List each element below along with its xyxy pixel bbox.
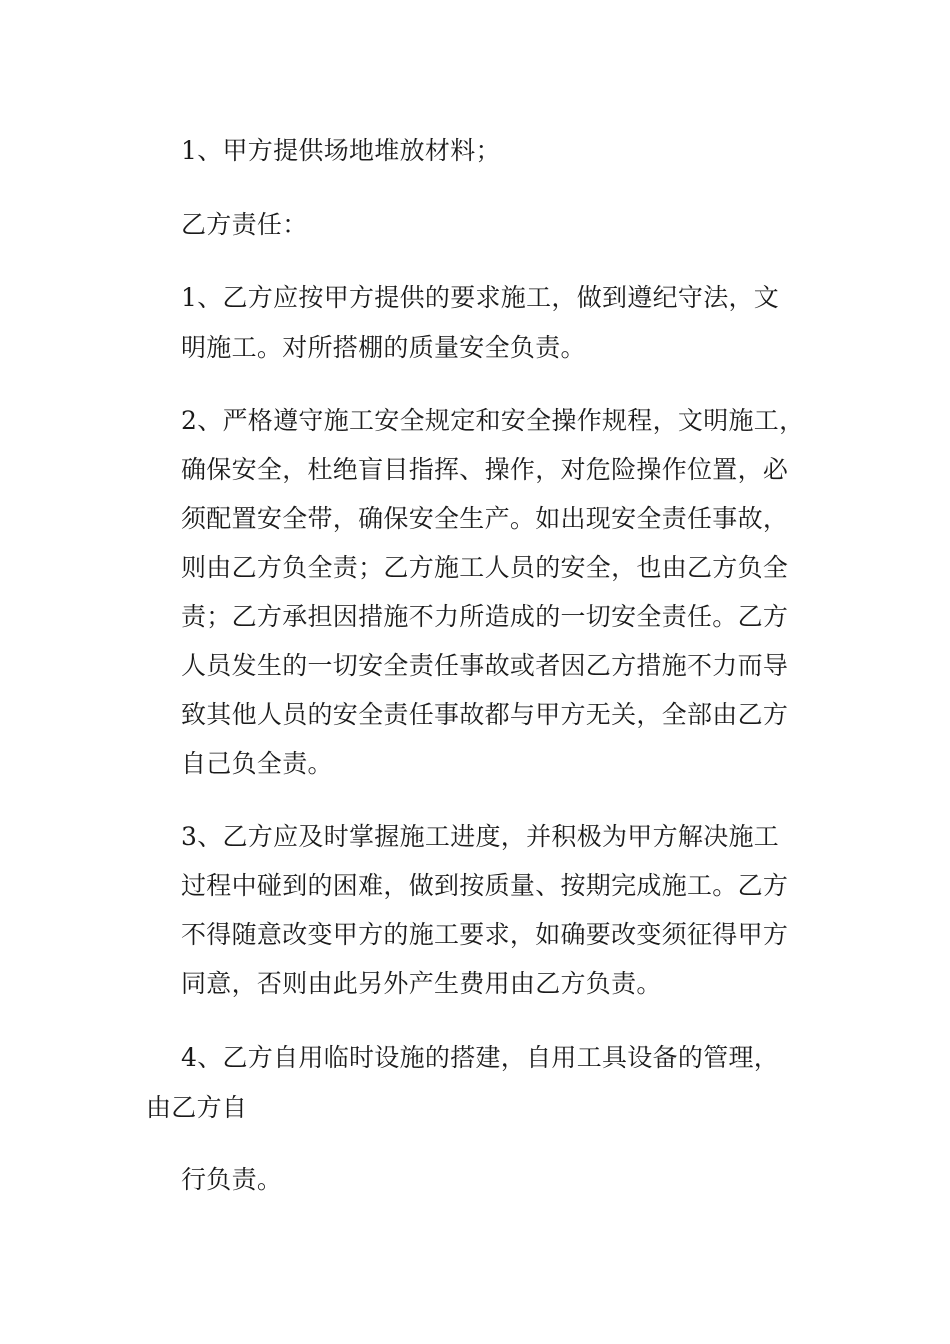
clause-line: 4、乙方自用临时设施的搭建，自用工具设备的管理，: [181, 1043, 780, 1072]
clause-line: 由乙方自: [146, 1093, 248, 1122]
clause-line: 人员发生的一切安全责任事故或者因乙方措施不力而导: [181, 651, 789, 680]
clause-line: 致其他人员的安全责任事故都与甲方无关，全部由乙方: [181, 700, 789, 729]
clause-line: 责；乙方承担因措施不力所造成的一切安全责任。乙方: [181, 602, 789, 631]
clause-line: 过程中碰到的困难，做到按质量、按期完成施工。乙方: [181, 871, 789, 900]
clause-line: 则由乙方负全责；乙方施工人员的安全，也由乙方负全: [181, 553, 789, 582]
clause-line: 2、严格遵守施工安全规定和安全操作规程，文明施工，: [181, 406, 805, 435]
clause-line: 须配置安全带，确保安全生产。如出现安全责任事故，: [181, 504, 789, 533]
clause-line: 自己负全责。: [181, 749, 333, 778]
clause-line: 3、乙方应及时掌握施工进度，并积极为甲方解决施工: [181, 822, 780, 851]
clause-line: 确保安全，杜绝盲目指挥、操作，对危险操作位置，必: [181, 455, 789, 484]
clause-line: 1、乙方应按甲方提供的要求施工，做到遵纪守法，文: [181, 283, 780, 312]
clause-line: 行负责。: [181, 1165, 283, 1194]
clause-line: 明施工。对所搭棚的质量安全负责。: [181, 333, 586, 362]
clause-line: 1、甲方提供场地堆放材料；: [181, 136, 501, 165]
clause-line: 不得随意改变甲方的施工要求，如确要改变须征得甲方: [181, 920, 789, 949]
clause-line: 同意，否则由此另外产生费用由乙方负责。: [181, 969, 662, 998]
section-heading: 乙方责任：: [181, 210, 308, 239]
